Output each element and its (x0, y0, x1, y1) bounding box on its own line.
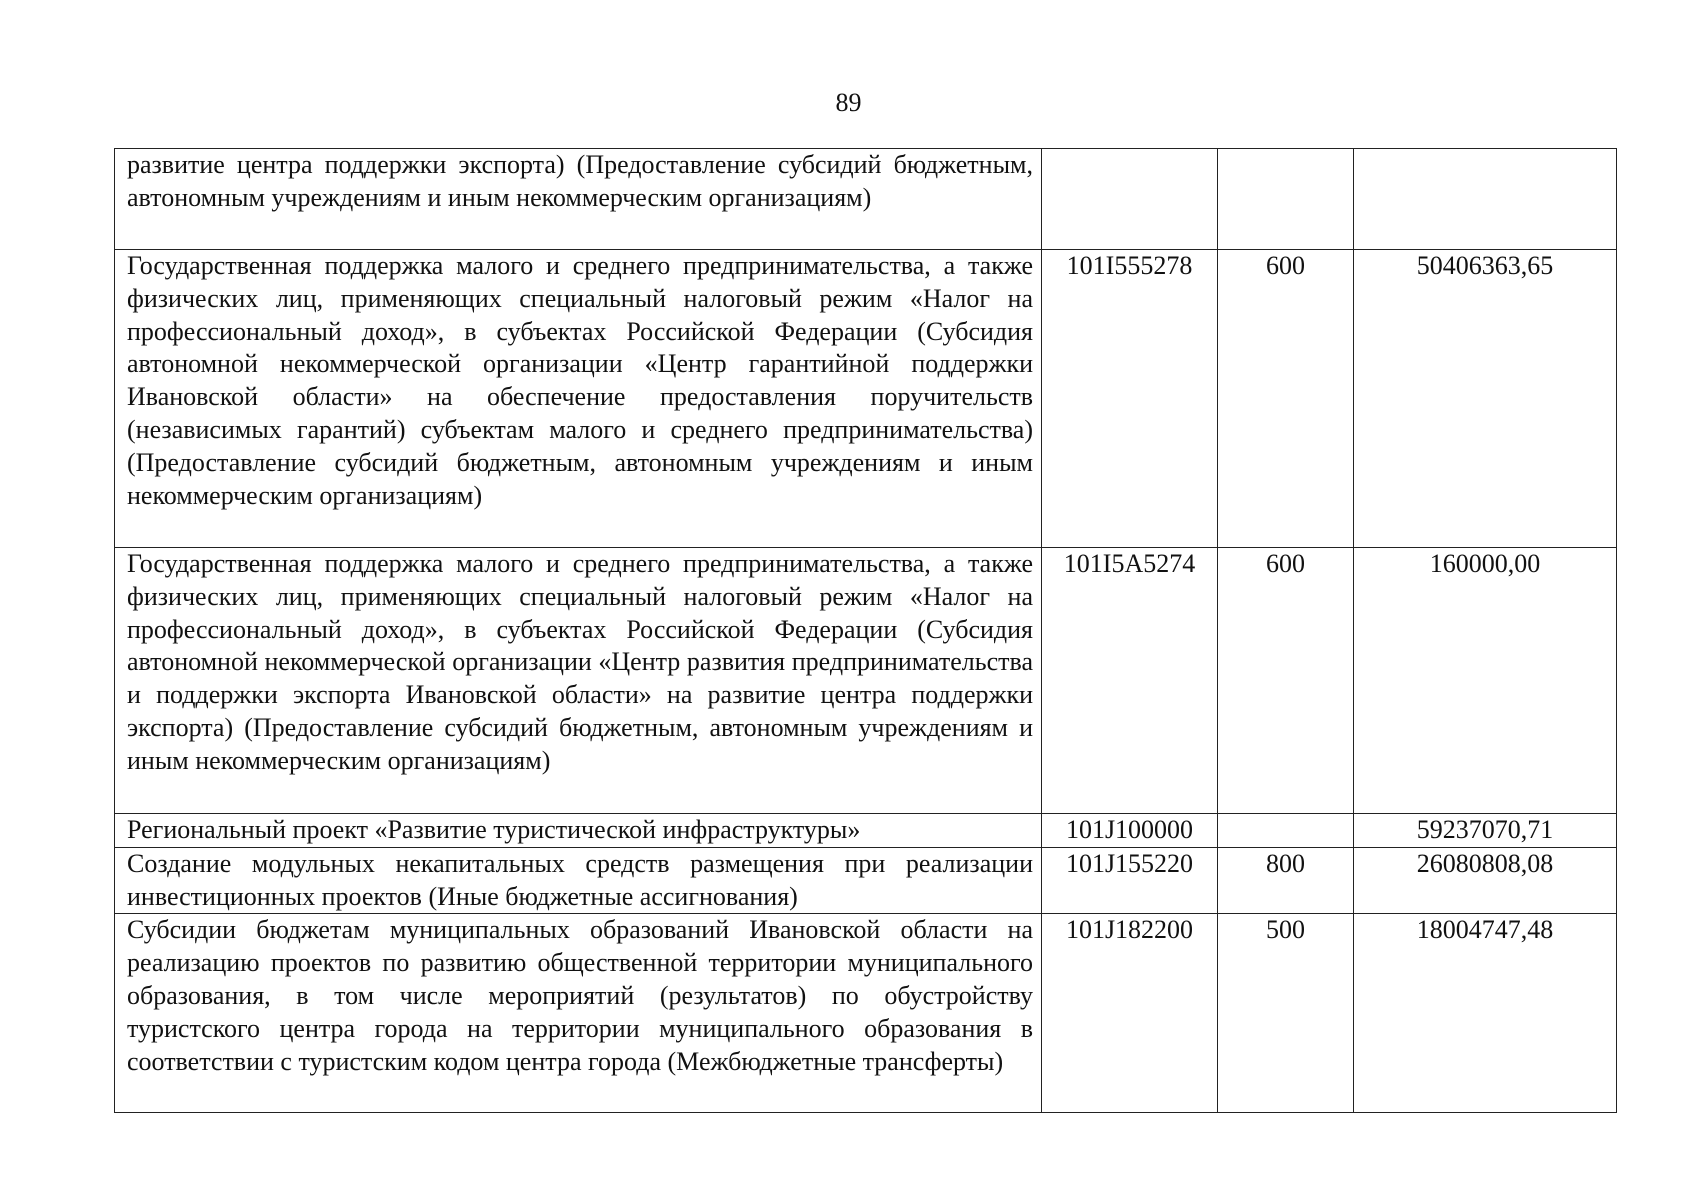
row-target-code: 101I555278 (1042, 250, 1218, 548)
table-row (115, 847, 1617, 914)
row-target-code (1042, 149, 1218, 250)
row-target-code: 101J155220 (1042, 847, 1218, 914)
table-row (115, 548, 1617, 814)
row-amount: 59237070,71 (1354, 814, 1617, 848)
row-amount: 26080808,08 (1354, 847, 1617, 914)
row-target-code: 101I5A5274 (1042, 548, 1218, 814)
row-description: Государственная поддержка малого и среднего предпринимательства, а также физических лиц, применяющих специальный налоговый режим «Налог на профессиональный доход», в субъектах Российской Федерации (Субсидия автономной некоммерческой организации «Центр развития предпринимательства и поддержки экспорта Ивановской области» на развитие центра поддержки экспорта) (Предоставление субсидий бюджетным, автономным учреждениям и иным некоммерческим организациям) (115, 548, 1042, 814)
row-expense-type: 800 (1218, 847, 1354, 914)
table-row (115, 914, 1617, 1113)
row-amount: 18004747,48 (1354, 914, 1617, 1113)
row-expense-type (1218, 814, 1354, 848)
row-description: Государственная поддержка малого и среднего предпринимательства, а также физических лиц, применяющих специальный налоговый режим «Налог на профессиональный доход», в субъектах Российской Федерации (Субсидия автономной некоммерческой организации «Центр гарантийной поддержки Ивановской области» на обеспечение предоставления поручительств (независимых гарантий) субъектам малого и среднего предпринимательства) (Предоставление субсидий бюджетным, автономным учреждениям и иным некоммерческим организациям) (115, 250, 1042, 548)
row-description: Региональный проект «Развитие туристической инфраструктуры» (115, 814, 1042, 848)
row-expense-type (1218, 149, 1354, 250)
table-row (115, 250, 1617, 548)
row-expense-type: 500 (1218, 914, 1354, 1113)
page-number: 89 (835, 88, 862, 117)
row-amount (1354, 149, 1617, 250)
table-row (115, 149, 1617, 250)
row-expense-type: 600 (1218, 548, 1354, 814)
row-description: Создание модульных некапитальных средств размещения при реализации инвестиционных проектов (Иные бюджетные ассигнования) (115, 847, 1042, 914)
table-row (115, 814, 1617, 848)
budget-table (114, 148, 1617, 1113)
row-expense-type: 600 (1218, 250, 1354, 548)
row-amount: 50406363,65 (1354, 250, 1617, 548)
row-amount: 160000,00 (1354, 548, 1617, 814)
row-description: развитие центра поддержки экспорта) (Предоставление субсидий бюджетным, автономным учреждениям и иным некоммерческим организациям) (115, 149, 1042, 250)
row-target-code: 101J100000 (1042, 814, 1218, 848)
row-target-code: 101J182200 (1042, 914, 1218, 1113)
row-description: Субсидии бюджетам муниципальных образований Ивановской области на реализацию проектов по развитию общественной территории муниципального образования, в том числе мероприятий (результатов) по обустройству туристского центра города на территории муниципального образования в соответствии с туристским кодом центра города (Межбюджетные трансферты) (115, 914, 1042, 1113)
